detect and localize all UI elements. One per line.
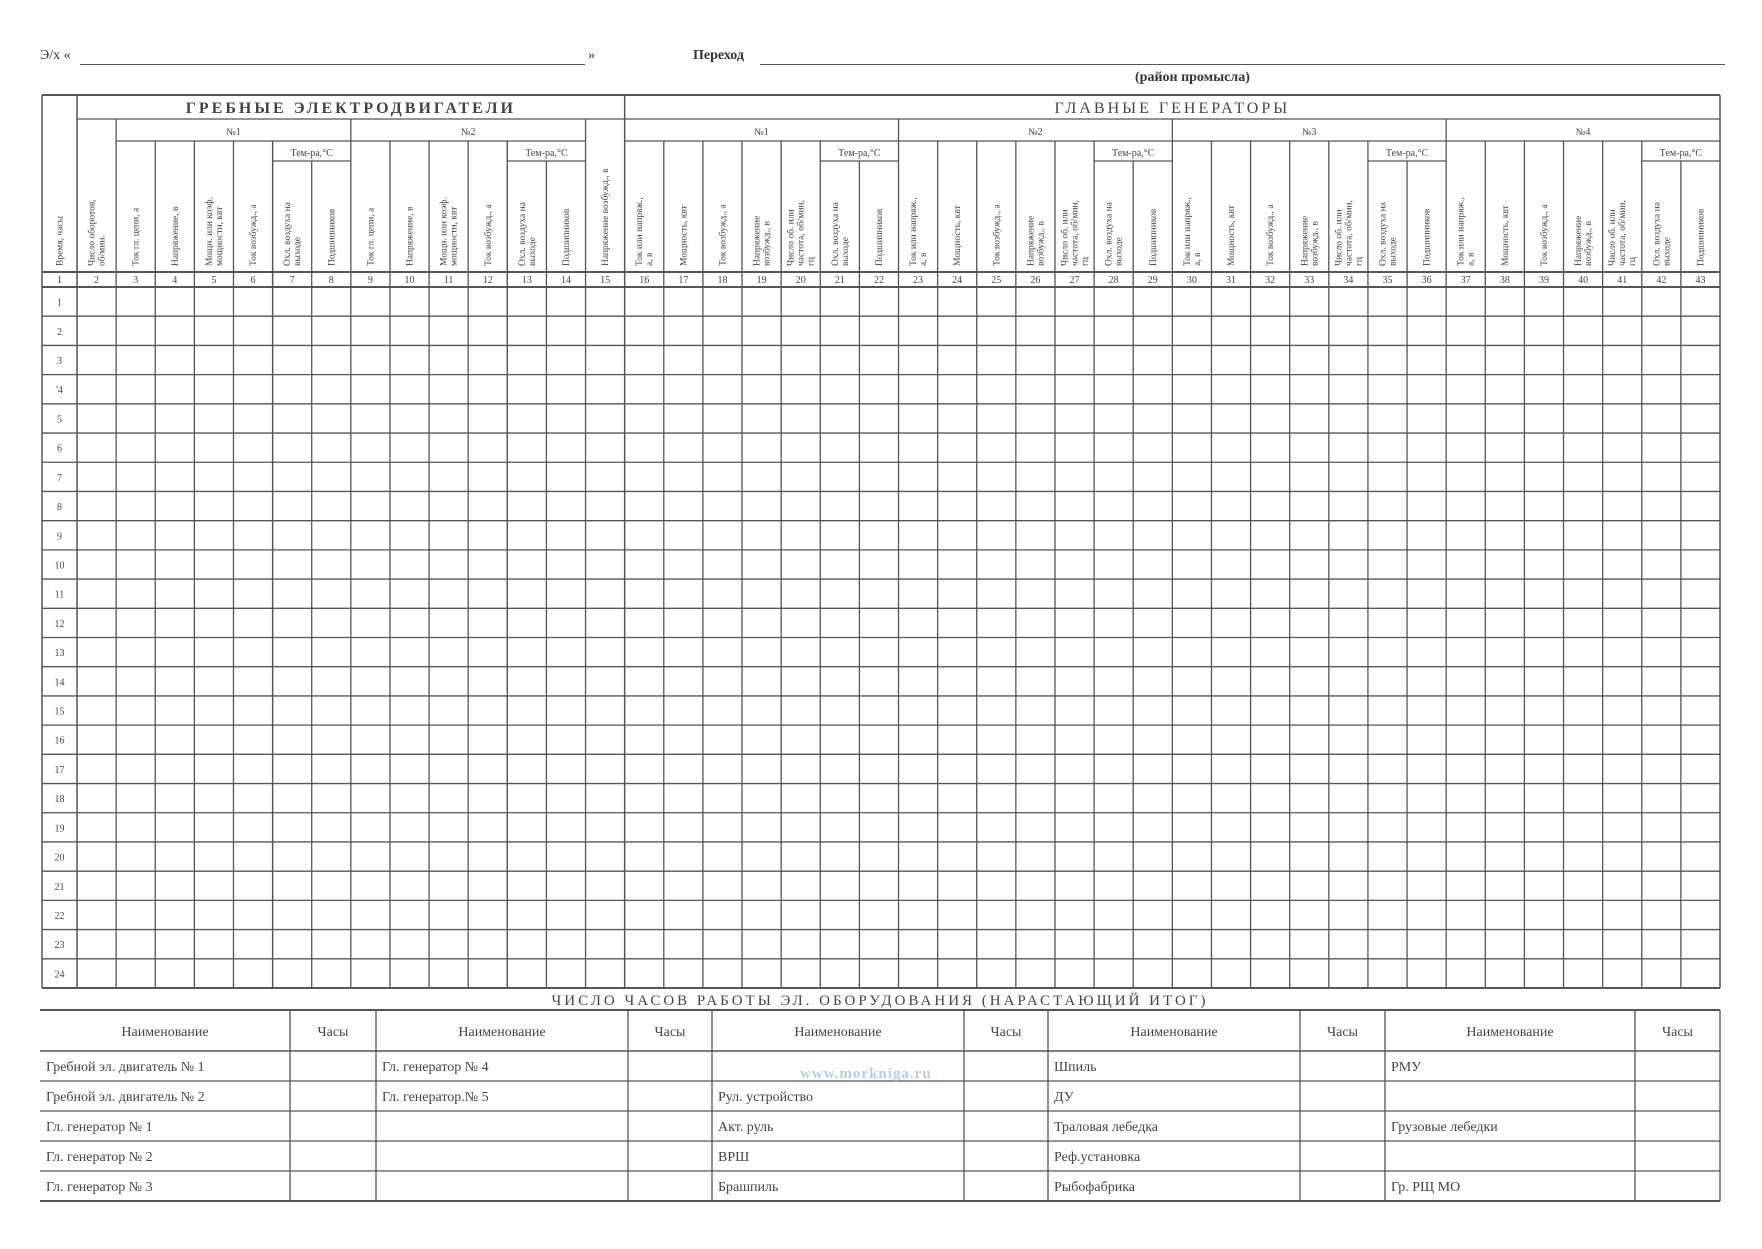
generators-title: ГЛАВНЫЕ ГЕНЕРАТОРЫ (1054, 100, 1291, 117)
column-number: 26 (1030, 275, 1041, 286)
summary-name-header: Наименование (1466, 1025, 1554, 1040)
summary-hours-cell[interactable] (1301, 1082, 1384, 1110)
motor-temp-group-label: Тем-ра,°С (290, 148, 333, 159)
generator-col-header-text: Ток или напряж.,а, в (1456, 197, 1477, 266)
excitation-voltage-col-header-text: Напряжение возбужд., в (601, 168, 612, 266)
column-number: 39 (1538, 275, 1549, 286)
generator-col-header-text: Мощность, квт (1500, 205, 1511, 266)
motor-col-header-text: Ток возбужд., а (483, 204, 494, 266)
column-number: 14 (560, 275, 571, 286)
summary-hours-cell[interactable] (629, 1052, 711, 1080)
column-number: 31 (1226, 275, 1237, 286)
summary-equipment-name: Гл. генератор № 4 (382, 1060, 489, 1075)
generator-col-header-text: Ток или напряж.,а, в (635, 197, 656, 266)
generator-temp-group-label: Тем-ра,°С (1385, 148, 1429, 159)
column-number: 40 (1578, 275, 1589, 286)
summary-hours-cell[interactable] (1301, 1052, 1384, 1080)
column-number: 8 (328, 275, 334, 286)
summary-equipment-name: Гл. генератор № 2 (46, 1150, 153, 1165)
summary-hours-cell[interactable] (291, 1052, 375, 1080)
vessel-label-close: » (588, 48, 595, 63)
summary-equipment-name: Реф.установка (1054, 1150, 1141, 1165)
column-number: 42 (1656, 275, 1667, 286)
summary-hours-cell[interactable] (965, 1172, 1047, 1200)
hour-label: 1 (57, 297, 62, 309)
hour-label: 21 (54, 881, 65, 893)
hour-label: 20 (54, 852, 65, 864)
summary-equipment-name: Грузовые лебедки (1391, 1120, 1498, 1135)
summary-hours-header: Часы (990, 1025, 1022, 1040)
motor-group-1-label: №1 (226, 127, 241, 138)
summary-equipment-name: Гр. РЩ МО (1391, 1180, 1461, 1195)
motor-col-header-text: Охл. воздуха навыходе (517, 202, 538, 266)
generator-col-header-text: Число об. иличастота, об/мин,гц (786, 200, 817, 266)
column-number: 25 (991, 275, 1002, 286)
generator-col-header-text: Ток возбужд., а (1539, 204, 1550, 266)
column-number: 4 (172, 275, 178, 286)
hour-label: 12 (54, 618, 65, 630)
summary-hours-cell[interactable] (1636, 1172, 1719, 1200)
hour-label: 2 (57, 326, 62, 338)
column-number: 32 (1265, 275, 1276, 286)
hour-label: 11 (54, 589, 65, 601)
vessel-label-text: Э/х « (40, 48, 71, 63)
hour-label: 13 (54, 648, 65, 660)
generator-col-header-text: Число об. иличастота, об/мин,гц (1060, 200, 1091, 266)
summary-hours-cell[interactable] (291, 1142, 375, 1170)
summary-equipment-name: Гл. генератор № 1 (46, 1120, 153, 1135)
column-number: 5 (211, 275, 217, 286)
summary-hours-cell[interactable] (291, 1172, 375, 1200)
column-number: 41 (1617, 275, 1628, 286)
generator-col-header-text: Напряжениевозбужд., в (1300, 215, 1321, 266)
summary-equipment-name: Рул. устройство (718, 1090, 813, 1105)
generator-col-header-text: Ток или напряж.,а, в (1182, 197, 1203, 266)
column-number: 17 (678, 275, 689, 286)
summary-hours-cell[interactable] (1636, 1082, 1719, 1110)
generator-col-header-text: Охл. воздуха навыходе (830, 202, 851, 266)
summary-hours-header: Часы (317, 1025, 349, 1040)
column-number: 28 (1108, 275, 1119, 286)
column-number: 27 (1069, 275, 1080, 286)
summary-hours-cell[interactable] (629, 1112, 711, 1140)
summary-equipment-name: Гл. генератор № 3 (46, 1180, 153, 1195)
summary-hours-header: Часы (1662, 1025, 1693, 1040)
generator-col-header-text: Ток возбужд., а (992, 204, 1003, 266)
hour-label: 22 (54, 910, 65, 922)
generator-col-header-text: Напряжениевозбужд., в (1574, 215, 1595, 266)
column-number: 19 (756, 275, 767, 286)
column-number: 16 (639, 275, 650, 286)
column-number: 22 (873, 275, 884, 286)
summary-hours-cell[interactable] (965, 1112, 1047, 1140)
motor-col-header-text: Подшипников (561, 208, 572, 266)
passage-label: Переход (693, 48, 744, 63)
summary-equipment-name: ВРШ (718, 1150, 750, 1165)
column-number: 13 (521, 275, 532, 286)
summary-hours-header: Часы (1327, 1025, 1358, 1040)
generator-temp-group-label: Тем-ра,°С (838, 148, 881, 159)
summary-equipment-name: Гл. генератор.№ 5 (382, 1090, 489, 1105)
column-number: 15 (600, 275, 611, 286)
hour-label: 6 (57, 443, 62, 455)
watermark: www.morkniga.ru (800, 1066, 932, 1082)
summary-hours-cell[interactable] (1301, 1112, 1384, 1140)
summary-hours-cell[interactable] (965, 1082, 1047, 1110)
generator-col-header-text: Ток возбужд., а (718, 204, 729, 266)
summary-name-header: Наименование (121, 1025, 209, 1040)
column-number: 37 (1460, 275, 1471, 286)
column-number: 30 (1186, 275, 1197, 286)
column-number: 29 (1147, 275, 1158, 286)
generator-col-header-text: Число об. иличастота, об/мин,гц (1608, 200, 1639, 266)
column-number: 33 (1304, 275, 1315, 286)
generator-col-header-text: Мощность, квт (953, 205, 964, 266)
generator-col-header-text: Подшипников (874, 208, 885, 266)
column-number: 18 (717, 275, 728, 286)
column-number: 38 (1499, 275, 1510, 286)
summary-hours-cell[interactable] (965, 1142, 1047, 1170)
hour-label: 16 (54, 735, 65, 747)
summary-hours-header: Часы (654, 1025, 686, 1040)
hour-label: 14 (54, 677, 65, 689)
motor-group-2-label: №2 (460, 127, 476, 138)
generator-col-header-text: Мощность, квт (1227, 205, 1238, 266)
generator-col-header-text: Охл. воздуха навыходе (1652, 202, 1673, 266)
column-number: 3 (133, 275, 139, 286)
generator-temp-group-label: Тем-ра,°С (1659, 148, 1703, 159)
motor-col-header-text: Напряжение, в (170, 206, 181, 266)
summary-name-header: Наименование (1130, 1025, 1218, 1040)
summary-hours-cell[interactable] (965, 1052, 1047, 1080)
summary-equipment-name: Акт. руль (718, 1120, 774, 1135)
summary-equipment-name: РМУ (1391, 1060, 1422, 1075)
motor-col-header-text: Ток гл. цепи, а (366, 207, 377, 266)
hour-label: 19 (54, 823, 65, 835)
summary-hours-cell[interactable] (1636, 1142, 1719, 1170)
generator-col-header-text: Напряжениевозбужд., в (1026, 215, 1047, 266)
column-number: 12 (482, 275, 493, 286)
generator-col-header-text: Ток или напряж.,а, в (909, 197, 930, 266)
motor-temp-group-label: Тем-ра,°С (525, 148, 568, 159)
column-number: 21 (834, 275, 845, 286)
summary-equipment-name: Траловая лебедка (1054, 1120, 1159, 1135)
generator-col-header-text: Мощность, квт (679, 205, 690, 266)
hour-label: 7 (57, 472, 62, 484)
summary-name-header: Наименование (458, 1025, 546, 1040)
summary-hours-cell[interactable] (629, 1082, 711, 1110)
summary-name-header: Наименование (794, 1025, 882, 1040)
column-number: 35 (1382, 275, 1393, 286)
column-number: 2 (94, 275, 100, 286)
generator-col-header-text: Ток возбужд., а (1266, 204, 1277, 266)
summary-hours-cell[interactable] (1301, 1142, 1384, 1170)
motor-col-header-text: Охл. воздуха навыходе (283, 202, 304, 266)
column-number: 6 (250, 275, 256, 286)
motors-title: ГРЕБНЫЕ ЭЛЕКТРОДВИГАТЕЛИ (185, 100, 516, 117)
summary-equipment-name: ДУ (1054, 1090, 1074, 1105)
generator-group-3-label: №3 (1301, 127, 1317, 138)
generator-col-header-text: Охл. воздуха навыходе (1378, 202, 1399, 266)
generator-col-header-text: Подшипников (1422, 208, 1433, 266)
area-caption: (район промысла) (1135, 70, 1250, 85)
column-number: 43 (1695, 275, 1706, 286)
generator-col-header-text: Напряжениевозбужд., в (752, 215, 773, 266)
column-number: 24 (952, 275, 963, 286)
hour-label: 24 (54, 969, 65, 981)
summary-hours-cell[interactable] (291, 1112, 375, 1140)
column-number: 34 (1343, 275, 1354, 286)
hour-label: 15 (54, 706, 65, 718)
column-number: 1 (57, 275, 62, 286)
generator-group-1-label: №1 (754, 127, 769, 138)
hour-label: 5 (57, 414, 62, 426)
generator-group-4-label: №4 (1575, 127, 1591, 138)
generator-col-header-text: Число об. иличастота, об/мин,гц (1334, 200, 1365, 266)
column-number: 36 (1421, 275, 1432, 286)
hour-label: 18 (54, 794, 65, 806)
time-col-header-text: Время, часы (55, 215, 66, 266)
summary-equipment-name: Гребной эл. двигатель № 1 (46, 1060, 205, 1075)
summary-equipment-name: Брашпиль (718, 1180, 779, 1195)
motor-col-header-text: Мощн. или коэф.мощности, квт (204, 197, 225, 266)
hour-label: 9 (57, 531, 62, 543)
column-number: 9 (367, 275, 373, 286)
motor-col-header-text: Ток возбужд., а (249, 204, 260, 266)
hour-label: 23 (54, 940, 65, 952)
generator-col-header-text: Подшипников (1148, 208, 1159, 266)
summary-hours-cell[interactable] (291, 1082, 375, 1110)
hour-label: 10 (54, 560, 65, 572)
hour-label: 8 (57, 502, 62, 514)
motor-col-header-text: Мощн. или коэф.мощности, квт (439, 197, 460, 266)
generator-col-header-text: Охл. воздуха навыходе (1104, 202, 1125, 266)
column-number: 11 (443, 275, 454, 286)
column-number: 20 (795, 275, 806, 286)
summary-hours-cell[interactable] (629, 1172, 711, 1200)
column-number: 23 (913, 275, 924, 286)
hour-label: 3 (57, 356, 62, 368)
motor-col-header-text: Подшипников (327, 208, 338, 266)
summary-title: ЧИСЛО ЧАСОВ РАБОТЫ ЭЛ. ОБОРУДОВАНИЯ (НАРАСТАЮЩИЙ ИТОГ) (551, 993, 1209, 1009)
summary-equipment-name: Рыбофабрика (1054, 1180, 1136, 1195)
motor-col-header-text: Ток гл. цепи, а (131, 207, 142, 266)
hour-label: 17 (54, 764, 65, 776)
summary-hours-cell[interactable] (1636, 1052, 1719, 1080)
summary-hours-cell[interactable] (1636, 1112, 1719, 1140)
generator-temp-group-label: Тем-ра,°С (1111, 148, 1155, 159)
generator-col-header-text: Подшипников (1696, 208, 1707, 266)
rpm-col-header-text: Число оборотов,об/мин. (87, 199, 108, 266)
column-number: 7 (289, 275, 295, 286)
summary-equipment-name: Шпиль (1054, 1060, 1097, 1075)
summary-hours-cell[interactable] (1301, 1172, 1384, 1200)
summary-hours-cell[interactable] (629, 1142, 711, 1170)
generator-group-2-label: №2 (1028, 127, 1043, 138)
summary-equipment-name: Гребной эл. двигатель № 2 (46, 1090, 205, 1105)
hour-label: '4 (56, 385, 63, 397)
column-number: 10 (404, 275, 415, 286)
motor-col-header-text: Напряжение, в (405, 206, 416, 266)
